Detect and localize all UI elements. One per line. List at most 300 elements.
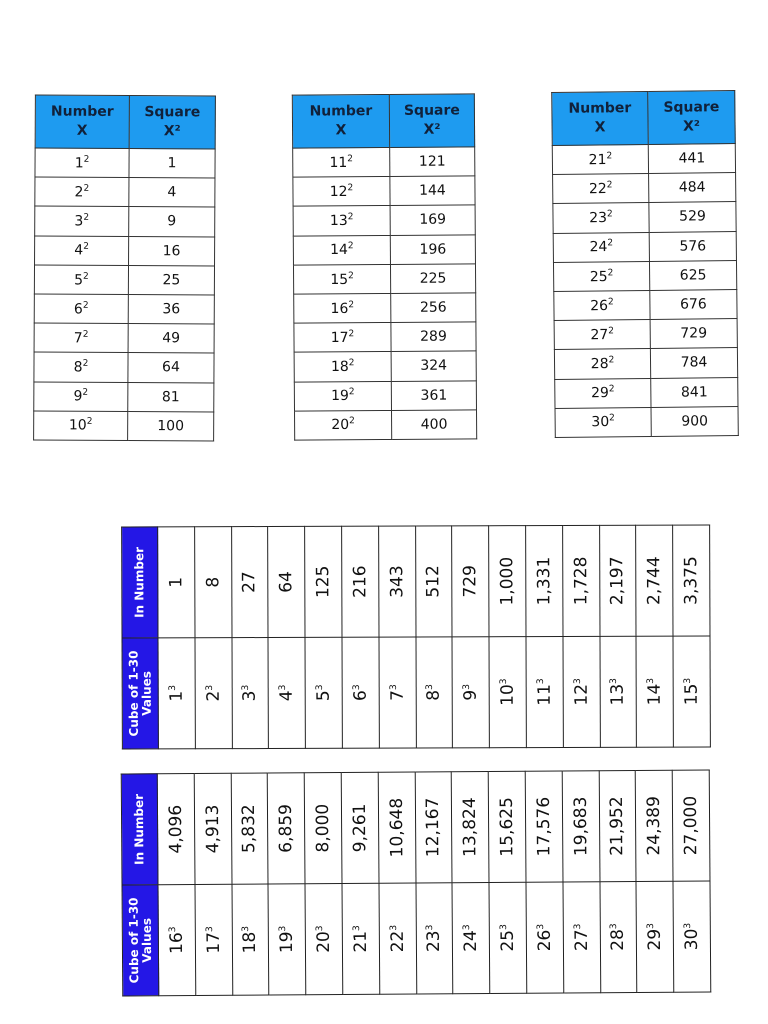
value-cell: 8,000 [304,773,342,884]
squares-table-11-20 [292,93,477,440]
value-cell: 25 [128,265,214,295]
exponent: 3 [278,684,289,691]
table-header-row [552,91,736,146]
exponent: 3 [572,678,583,685]
value-cell: 12,167 [415,772,453,883]
power-cell [416,637,453,748]
cube-values-header: Cube of 1-30 Values [122,885,159,996]
power-cell [600,636,637,747]
power-cell [294,323,391,353]
power-cell [34,411,128,441]
base-number: 3 [74,213,84,230]
base-number: 8 [424,689,445,701]
exponent: 2 [347,241,354,252]
base-number: 27 [571,929,592,952]
exponent: 2 [349,416,355,427]
in-number-header: In Number [122,527,158,638]
value-cell: 64 [128,353,214,383]
base-number: 8 [73,359,83,376]
exponent: 3 [315,684,326,691]
power-cell [35,206,129,236]
power-cell [35,236,129,266]
power-cell [34,265,128,295]
table-row [554,319,737,350]
table-row [34,265,214,295]
exponent: 3 [278,925,289,932]
table-row [294,380,476,410]
value-cell: 36 [128,294,214,324]
value-cell: 841 [651,377,738,407]
power-cell [563,636,600,747]
exponent: 3 [499,924,510,930]
power-cell [489,882,527,993]
squares-table-1-10 [33,95,216,442]
table-row [452,526,490,748]
value-cell: 13,824 [452,771,490,882]
exponent: 2 [348,358,355,369]
base-number: 11 [534,684,555,706]
table-row [415,772,453,994]
base-number: 5 [313,690,334,702]
table-row [294,322,476,352]
power-cell [158,885,196,996]
table-row [35,206,215,236]
exponent: 2 [83,154,90,165]
base-number: 6 [73,301,83,318]
base-number: 7 [387,689,408,701]
power-cell [553,232,649,262]
power-cell [293,264,390,294]
exponent: 3 [499,678,510,685]
exponent: 2 [608,355,615,366]
table-row [636,770,674,992]
exponent: 3 [683,922,694,929]
value-cell: 2,197 [599,525,636,636]
power-cell [636,636,673,747]
base-number: 16 [166,932,187,954]
power-cell [452,882,490,993]
table-row [304,773,342,995]
value-cell: 676 [650,289,737,319]
power-cell [636,881,674,992]
cubes-table-1-15-wrapper [121,525,711,749]
value-cell: 144 [390,176,475,206]
square-column-header: Square X² [129,96,215,149]
value-cell: 484 [649,173,736,203]
power-cell [294,381,391,411]
power-cell [554,349,650,379]
base-number: 20 [313,931,335,953]
value-cell: 27,000 [672,770,710,881]
table-header-row [35,95,215,149]
table-row [553,173,736,204]
value-cell: 225 [390,264,475,294]
value-cell: 21,952 [599,770,637,881]
exponent: 2 [347,183,354,194]
exponent: 2 [348,329,355,340]
value-cell: 784 [650,348,737,378]
exponent: 2 [607,238,614,249]
value-cell: 1,331 [526,525,563,636]
value-cell: 1 [129,149,215,179]
power-cell [342,637,379,748]
exponent: 2 [606,180,613,191]
exponent: 2 [348,387,355,398]
power-cell [379,637,416,748]
exponent: 2 [347,212,354,223]
power-cell [268,884,306,995]
value-cell: 1 [158,527,195,638]
table-row [488,771,526,993]
exponent: 3 [462,684,473,690]
table-row [555,377,738,408]
table-row [231,527,269,749]
base-number: 15 [681,683,702,706]
table-row [293,147,475,177]
power-cell [554,290,650,320]
value-cell: 529 [649,202,736,232]
table-row [599,770,637,992]
base-number: 25 [589,268,608,285]
power-cell [293,235,390,265]
exponent: 3 [315,925,326,932]
value-cell: 900 [651,406,738,436]
exponent: 2 [82,358,89,369]
power-cell [34,382,128,412]
table-row [294,293,476,323]
power-cell [305,884,343,995]
table-row [35,177,215,207]
power-cell [673,881,711,992]
value-cell: 576 [649,231,736,261]
exponent: 3 [241,684,252,691]
table-row [34,382,214,412]
power-cell [342,883,380,994]
table-row [415,526,453,748]
base-number: 10 [68,417,87,434]
base-number: 20 [331,417,350,434]
exponent: 2 [83,242,89,253]
base-number: 26 [534,929,555,952]
value-cell: 3,375 [673,525,710,636]
value-cell: 625 [649,260,736,290]
base-number: 7 [73,330,83,347]
table-row [34,352,214,382]
base-number: 18 [330,358,349,376]
base-number: 9 [73,388,83,405]
power-cell [416,883,454,994]
power-cell [294,293,391,323]
base-number: 5 [74,271,84,288]
base-number: 13 [329,213,348,230]
value-cell: 17,576 [525,771,563,882]
table-header-row [122,527,159,749]
value-cell: 4,096 [157,774,195,885]
table-row [231,773,269,995]
value-cell: 256 [391,293,476,323]
exponent: 2 [607,297,614,308]
table-row [305,526,343,748]
value-cell: 1,728 [562,525,599,636]
power-cell [489,637,526,748]
power-cell [295,410,392,440]
value-cell: 4 [129,178,215,208]
exponent: 2 [606,151,613,162]
exponent: 3 [572,923,583,930]
exponent: 2 [82,388,89,399]
value-cell: 49 [128,324,214,354]
table-header-row [292,94,474,148]
base-number: 23 [424,930,445,953]
table-header-row [121,774,159,996]
exponent: 3 [204,926,215,933]
table-row [35,148,215,178]
value-cell: 216 [342,526,379,637]
base-number: 16 [330,300,349,317]
exponent: 3 [683,677,694,684]
power-cell [600,881,638,992]
value-cell: 64 [268,526,305,637]
table-row [378,772,416,994]
exponent: 3 [352,925,363,931]
table-row [553,202,736,233]
table-row [555,406,738,437]
base-number: 21 [588,151,607,169]
exponent: 2 [83,183,90,194]
base-number: 27 [590,326,609,344]
value-cell: 400 [391,410,476,440]
value-cell: 5,832 [231,773,269,884]
value-cell: 27 [231,527,268,638]
cube-values-header: Cube of 1-30 Values [122,638,158,749]
power-cell [554,320,650,350]
base-number: 30 [591,414,610,431]
exponent: 2 [83,271,89,282]
exponent: 2 [609,413,615,424]
power-cell [232,884,270,995]
power-cell [158,638,195,749]
cubes-table-16-30 [121,769,712,996]
power-cell [293,177,390,207]
power-cell [526,636,563,747]
power-cell [34,294,128,324]
table-row [268,773,306,995]
exponent: 3 [425,924,436,931]
table-row [552,144,735,175]
table-row [35,236,215,266]
value-cell: 343 [378,526,415,637]
exponent: 3 [646,677,657,684]
exponent: 2 [607,267,614,278]
power-cell [452,637,489,748]
base-number: 24 [589,239,608,256]
base-number: 3 [240,690,261,702]
power-cell [293,206,390,236]
base-number: 18 [240,931,261,954]
table-row [554,289,737,320]
base-number: 30 [681,928,703,951]
exponent: 2 [348,299,355,310]
value-cell: 324 [391,351,476,381]
table-row [194,527,232,749]
table-row [293,205,475,235]
exponent: 2 [83,212,90,223]
table-row [34,294,214,324]
table-row [672,770,710,992]
power-cell [305,637,342,748]
exponent: 2 [86,417,93,428]
value-cell: 125 [305,526,342,637]
cubes-table-1-15 [121,524,711,749]
table-row [341,772,379,994]
exponent: 3 [351,684,362,691]
power-cell [379,883,417,994]
exponent: 2 [348,270,354,281]
base-number: 2 [74,184,84,201]
value-cell: 1,000 [489,526,526,637]
power-cell [195,638,232,749]
value-cell: 512 [415,526,452,637]
base-number: 2 [203,690,224,702]
table-row [525,771,563,993]
exponent: 3 [646,923,657,929]
base-number: 17 [203,931,224,954]
base-number: 12 [329,183,348,200]
base-number: 25 [497,929,519,952]
power-cell [555,378,651,408]
exponent: 2 [606,209,613,220]
power-cell [552,144,648,174]
square-column-header: Square X² [389,94,474,148]
base-number: 1 [74,155,84,172]
table-row [452,771,490,993]
power-cell [555,407,651,437]
table-row [673,525,711,747]
power-cell [553,203,649,233]
table-row [342,526,380,748]
base-number: 22 [588,181,607,198]
value-cell: 24,389 [636,770,674,881]
exponent: 3 [425,684,436,690]
value-cell: 9,261 [341,772,379,883]
power-cell [232,638,269,749]
table-row [157,774,195,996]
in-number-header: In Number [121,774,158,885]
table-row [489,526,527,748]
base-number: 13 [608,683,629,706]
square-column-header: Square X² [648,91,736,145]
table-row [554,348,737,379]
table-row [34,411,214,441]
value-cell: 19,683 [562,771,600,882]
power-cell [553,261,649,291]
value-cell: 16 [129,236,215,266]
base-number: 23 [589,210,608,227]
exponent: 2 [608,326,615,337]
power-cell [526,882,564,993]
power-cell [553,174,649,204]
power-cell [34,352,128,382]
power-cell [35,177,129,207]
base-number: 4 [276,690,298,702]
value-cell: 15,625 [488,771,526,882]
value-cell: 169 [390,205,475,235]
base-number: 12 [571,683,592,706]
exponent: 2 [608,384,615,395]
cubes-table-16-30-wrapper [121,770,712,996]
base-number: 14 [644,683,665,706]
table-row [378,526,416,748]
table-row [526,525,564,747]
exponent: 3 [167,685,178,691]
exponent: 3 [609,923,620,930]
exponent: 3 [535,923,547,930]
base-number: 29 [645,928,666,951]
value-cell: 6,859 [268,773,306,884]
exponent: 3 [609,678,620,684]
value-cell: 729 [452,526,489,637]
base-number: 19 [277,931,298,954]
number-column-header: Number X [552,91,649,145]
value-cell: 8 [194,527,231,638]
value-cell: 9 [129,207,215,237]
power-cell [563,882,601,993]
number-column-header: Number X [35,95,129,148]
squares-table-21-30 [551,90,739,438]
power-cell [294,352,391,382]
table-row [295,410,477,440]
exponent: 3 [462,924,473,931]
table-row [562,525,600,747]
table-row [562,771,600,993]
base-number: 22 [387,930,408,953]
base-number: 9 [460,689,481,701]
base-number: 17 [330,329,349,346]
power-cell [268,637,305,748]
base-number: 15 [330,271,349,288]
base-number: 10 [497,684,518,706]
table-row [158,527,196,749]
exponent: 2 [347,153,354,165]
value-cell: 441 [648,144,735,174]
base-number: 14 [330,242,348,259]
base-number: 24 [461,930,482,952]
exponent: 3 [388,684,399,691]
base-number: 1 [166,690,187,702]
table-row [293,234,475,264]
power-cell [673,636,710,747]
table-row [293,176,475,206]
base-number: 4 [74,242,84,259]
power-cell [35,148,129,178]
power-cell [293,147,390,177]
table-row [294,351,476,381]
table-row [636,525,674,747]
value-cell: 196 [390,234,475,264]
exponent: 3 [388,924,399,931]
base-number: 29 [590,385,609,402]
base-number: 11 [329,154,348,171]
power-cell [195,884,233,995]
base-number: 28 [608,929,629,951]
base-number: 19 [331,388,350,405]
power-cell [34,323,128,353]
table-row [553,231,736,262]
number-column-header: Number X [292,94,389,148]
exponent: 3 [204,684,215,691]
exponent: 2 [82,329,89,340]
base-number: 6 [350,690,371,702]
